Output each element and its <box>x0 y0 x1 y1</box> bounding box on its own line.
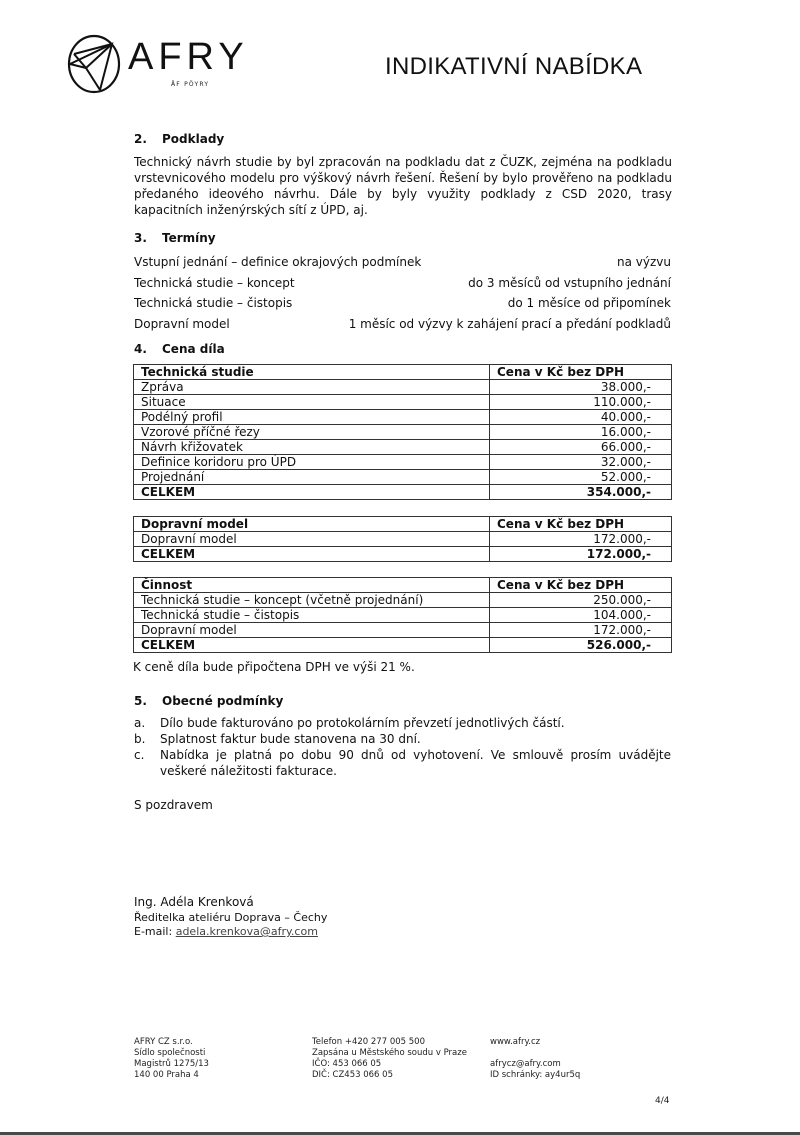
signatory-position: Ředitelka ateliéru Doprava – Čechy <box>134 911 328 924</box>
page-number: 4/4 <box>655 1096 670 1106</box>
total-price: 172.000,- <box>490 547 672 562</box>
conditions-list <box>134 715 671 779</box>
closing-greeting: S pozdravem <box>134 798 213 812</box>
section-heading-cena <box>134 342 225 356</box>
term-row <box>134 316 671 337</box>
term-deadline: do 1 měsíce od připomínek <box>507 296 671 310</box>
item-cell: Definice koridoru pro ÚPD <box>134 455 490 470</box>
table-row <box>134 532 672 547</box>
signatory-name: Ing. Adéla Krenková <box>134 895 254 909</box>
header-cell: Cena v Kč bez DPH <box>490 365 672 380</box>
item-cell: Vzorové příčné řezy <box>134 425 490 440</box>
price-cell: 172.000,- <box>490 532 672 547</box>
condition-text: Splatnost faktur bude stanovena na 30 dní. <box>160 732 421 746</box>
total-price: 354.000,- <box>490 485 672 500</box>
logo-wordmark: AFRY <box>128 36 249 78</box>
price-cell: 104.000,- <box>490 608 672 623</box>
table-total-row <box>134 547 672 562</box>
condition-label: a. <box>134 716 146 730</box>
table-row <box>134 440 672 455</box>
section-number: 4. <box>134 342 147 356</box>
term-activity: Dopravní model <box>134 316 230 331</box>
email-link[interactable]: adela.krenkova@afry.com <box>175 925 318 938</box>
term-row <box>134 275 671 296</box>
price-table-dopravni-model <box>133 516 672 562</box>
term-deadline: do 3 měsíců od vstupního jednání <box>468 275 671 290</box>
header-cell: Technická studie <box>134 365 490 380</box>
price-cell: 40.000,- <box>490 410 672 425</box>
signatory-email-line <box>134 925 327 939</box>
table-row <box>134 593 672 608</box>
table-row <box>134 380 672 395</box>
item-cell: Návrh křižovatek <box>134 440 490 455</box>
condition-label: b. <box>134 732 146 746</box>
logo-subtext: ÅF PÖYRY <box>171 81 210 88</box>
price-cell: 32.000,- <box>490 455 672 470</box>
term-deadline: na výzvu <box>617 255 671 269</box>
footer-spacer <box>490 1048 580 1059</box>
price-cell: 66.000,- <box>490 440 672 455</box>
footer-company <box>134 1037 209 1081</box>
section-heading-podklady <box>134 132 224 146</box>
section-number: 3. <box>134 231 147 245</box>
price-cell: 52.000,- <box>490 470 672 485</box>
footer-line: Telefon +420 277 005 500 <box>312 1037 425 1047</box>
email-label: E-mail: <box>134 925 173 938</box>
term-deadline: 1 měsíc od výzvy k zahájení prací a předání podkladů <box>348 316 671 331</box>
document-title: INDIKATIVNÍ NABÍDKA <box>385 53 643 80</box>
price-cell: 250.000,- <box>490 593 672 608</box>
item-cell: Projednání <box>134 470 490 485</box>
footer-email: afrycz@afry.com <box>490 1059 561 1069</box>
signature-block <box>134 893 327 939</box>
term-row <box>134 295 671 316</box>
table-header-row <box>134 365 672 380</box>
price-table-technicka-studie <box>133 364 672 500</box>
condition-text: Dílo bude fakturováno po protokolárním převzetí jednotlivých částí. <box>160 716 565 730</box>
footer-line: Sídlo společnosti <box>134 1048 206 1058</box>
total-label: CELKEM <box>134 638 490 653</box>
header-cell: Cena v Kč bez DPH <box>490 578 672 593</box>
footer-line: DIČ: CZ453 066 05 <box>312 1070 393 1080</box>
footer-line: AFRY CZ s.r.o. <box>134 1037 193 1047</box>
condition-item <box>134 731 671 747</box>
table-row <box>134 470 672 485</box>
total-label: CELKEM <box>134 547 490 562</box>
condition-label: c. <box>134 748 145 762</box>
footer-line: Magistrů 1275/13 <box>134 1059 209 1069</box>
podklady-paragraph: Technický návrh studie by byl zpracován na podkladu dat z ČUZK, zejména na podkladu vrstevnicového modelu pro výškový návrh řešení. Řešení by bylo prověřeno na podkladu předaného ideového návrhu. Dále by byly využity podklady z CSD 2020, trasy kapacitních inženýrských sítí z ÚPD, aj. <box>134 155 672 217</box>
term-activity: Technická studie – koncept <box>134 275 295 290</box>
table-row <box>134 395 672 410</box>
table-row <box>134 410 672 425</box>
price-cell: 172.000,- <box>490 623 672 638</box>
condition-item <box>134 747 671 779</box>
item-cell: Technická studie – čistopis <box>134 608 490 623</box>
afry-logo <box>66 34 256 94</box>
item-cell: Dopravní model <box>134 532 490 547</box>
footer-website: www.afry.cz <box>490 1037 541 1047</box>
table-row <box>134 425 672 440</box>
header-cell: Dopravní model <box>134 517 490 532</box>
price-cell: 38.000,- <box>490 380 672 395</box>
item-cell: Podélný profil <box>134 410 490 425</box>
header-cell: Činnost <box>134 578 490 593</box>
condition-text: Nabídka je platná po dobu 90 dnů od vyhotovení. Ve smlouvě prosím uvádějte veškeré náležitosti fakturace. <box>160 748 671 778</box>
footer-line: IČO: 453 066 05 <box>312 1059 382 1069</box>
table-row <box>134 623 672 638</box>
item-cell: Situace <box>134 395 490 410</box>
section-number: 2. <box>134 132 147 146</box>
total-price: 526.000,- <box>490 638 672 653</box>
price-table-cinnost <box>133 577 672 653</box>
section-heading-terminy <box>134 231 216 245</box>
table-total-row <box>134 638 672 653</box>
item-cell: Dopravní model <box>134 623 490 638</box>
table-header-row <box>134 517 672 532</box>
table-total-row <box>134 485 672 500</box>
section-title: Obecné podmínky <box>162 694 284 708</box>
vat-note: K ceně díla bude připočtena DPH ve výši 21 %. <box>133 660 415 674</box>
section-number: 5. <box>134 694 147 708</box>
header-cell: Cena v Kč bez DPH <box>490 517 672 532</box>
section-title: Cena díla <box>162 342 225 356</box>
table-header-row <box>134 578 672 593</box>
total-label: CELKEM <box>134 485 490 500</box>
footer-registration <box>312 1037 467 1081</box>
condition-item <box>134 715 671 731</box>
item-cell: Technická studie – koncept (včetně projednání) <box>134 593 490 608</box>
section-heading-podminky <box>134 694 283 708</box>
section-title: Termíny <box>162 231 216 245</box>
footer-contact <box>490 1037 580 1081</box>
price-cell: 16.000,- <box>490 425 672 440</box>
afry-logo-icon <box>66 34 122 94</box>
term-activity: Vstupní jednání – definice okrajových podmínek <box>134 255 422 269</box>
item-cell: Zpráva <box>134 380 490 395</box>
footer-line: Zapsána u Městského soudu v Praze <box>312 1048 467 1058</box>
term-row <box>134 254 671 275</box>
section-title: Podklady <box>162 132 225 146</box>
terms-list <box>134 254 671 336</box>
footer-line: 140 00 Praha 4 <box>134 1070 199 1080</box>
table-row <box>134 455 672 470</box>
footer-databox: ID schránky: ay4ur5q <box>490 1070 581 1080</box>
price-cell: 110.000,- <box>490 395 672 410</box>
term-activity: Technická studie – čistopis <box>134 296 293 310</box>
table-row <box>134 608 672 623</box>
